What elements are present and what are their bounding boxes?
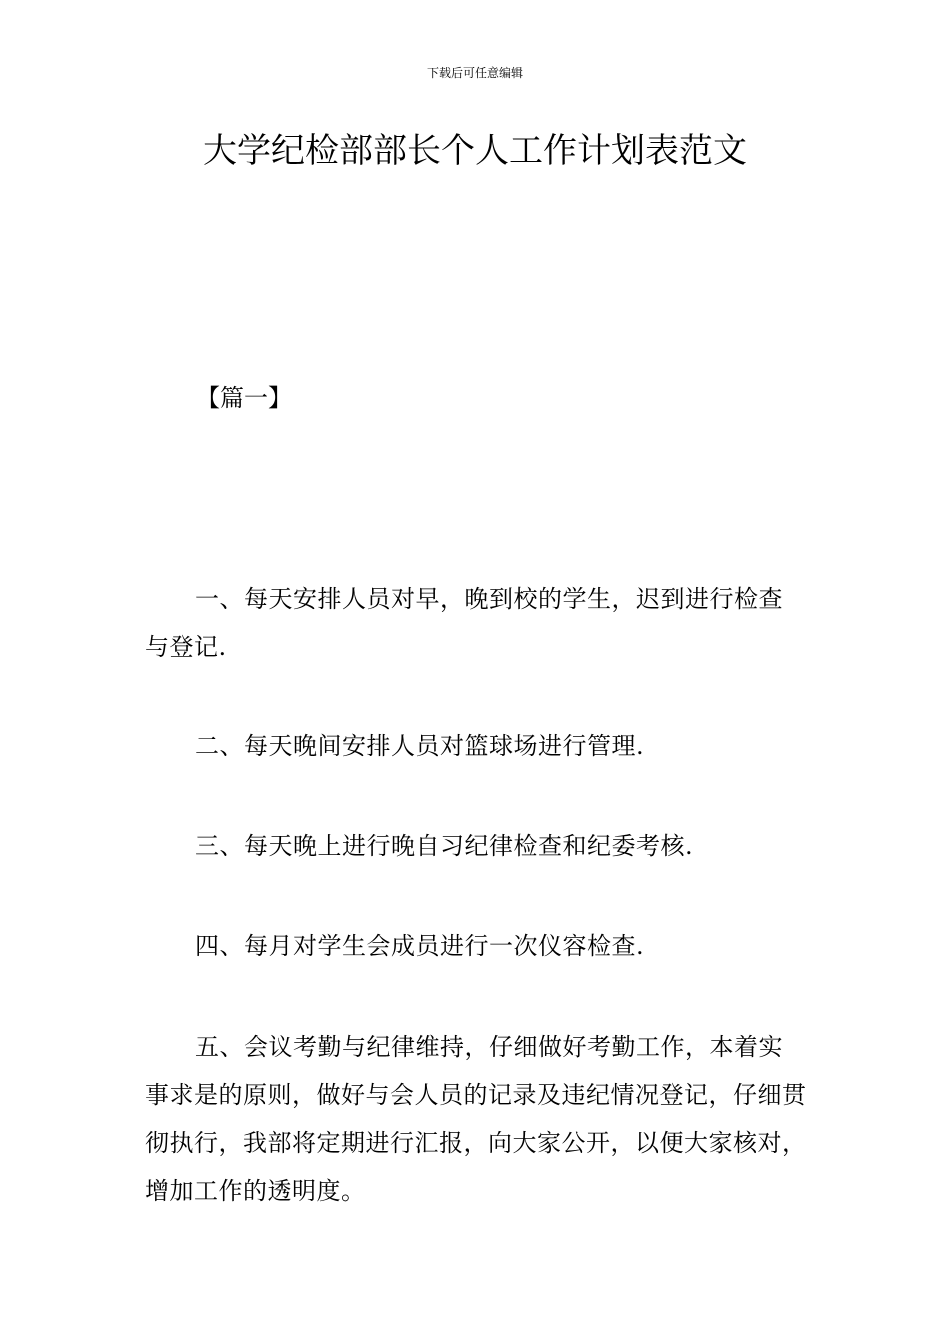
- paragraph-item-4: 四、每月对学生会成员进行一次仪容检查.: [195, 932, 645, 960]
- paragraph-item-3: 三、每天晚上进行晚自习纪律检查和纪委考核.: [195, 832, 694, 860]
- paragraph-item-5: 五、会议考勤与纪律维持，仔细做好考勤工作，本着实事求是的原则，做好与会人员的记录及违纪情况登记，仔细贯彻执行，我部将定期进行汇报，向大家公开，以便大家核对，增加工作的透明度。: [145, 1033, 807, 1205]
- document-title: 大学纪检部部长个人工作计划表范文: [203, 131, 747, 171]
- page-header-note: 下载后可任意编辑: [426, 66, 523, 80]
- paragraph-item-2: 二、每天晚间安排人员对篮球场进行管理.: [195, 732, 645, 760]
- paragraph-item-1: 一、每天安排人员对早，晚到校的学生，迟到进行检查与登记.: [145, 585, 783, 661]
- section-label: 【篇一】: [196, 384, 292, 412]
